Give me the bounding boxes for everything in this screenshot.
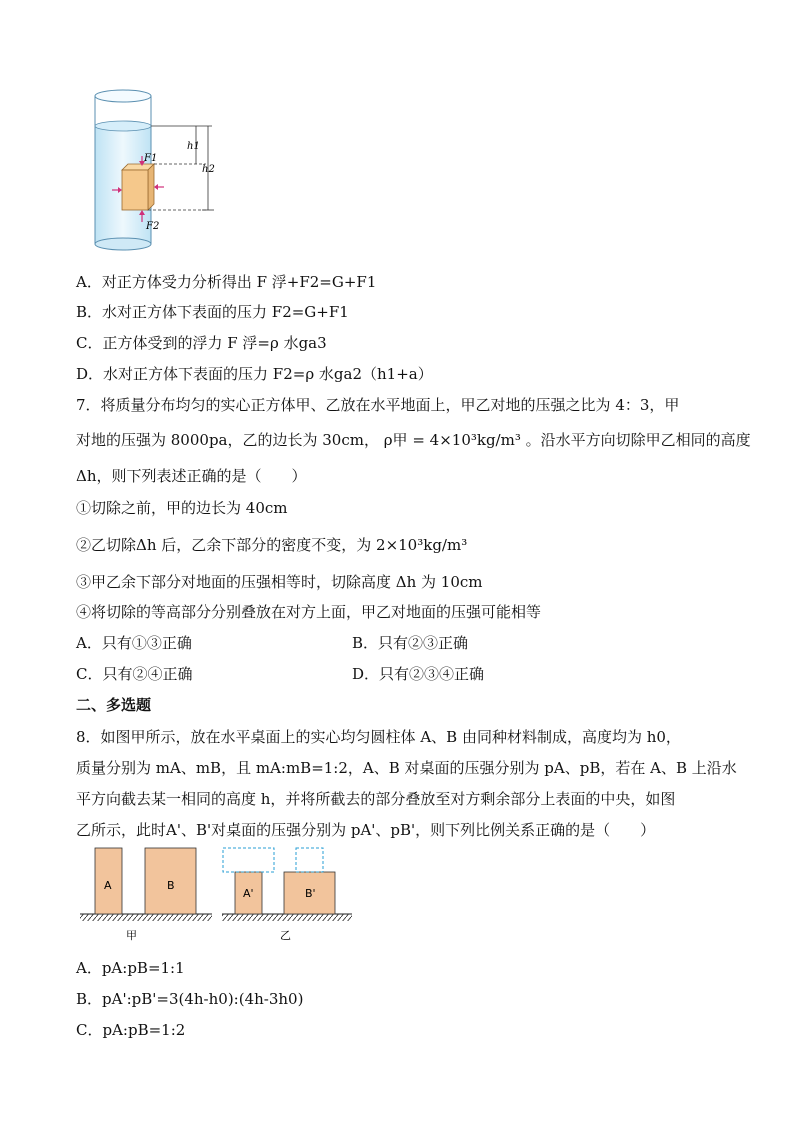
q7-stem-line2: 对地的压强为 8000pa，乙的边长为 30cm， ρ甲 = 4×10³kg/m³ 。沿水平方向切除甲乙相同的高度: [76, 431, 751, 449]
q8-option-a: A．pA:pB=1:1: [76, 959, 185, 977]
block-a-prime-label: A': [243, 887, 254, 900]
q7-statement-3: ③甲乙余下部分对地面的压强相等时，切除高度 Δh 为 10cm: [76, 573, 483, 591]
q8-stem-line2: 质量分别为 mA、mB，且 mA:mB=1:2，A、B 对桌面的压强分别为 pA、pB，若在 A、B 上沿水: [76, 759, 737, 777]
q8-stem-line3: 平方向截去某一相同的高度 h，并将所截去的部分叠放至对方剩余部分上表面的中央，如图: [76, 790, 676, 808]
section-title-multiple-choice: 二、多选题: [76, 696, 152, 714]
q8-stem-line4: 乙所示，此时A'、B'对桌面的压强分别为 pA'、pB'，则下列比例关系正确的是（ ）: [76, 821, 656, 839]
q7-statement-4: ④将切除的等高部分分别叠放在对方上面，甲乙对地面的压强可能相等: [76, 603, 542, 621]
f1-label: F1: [144, 153, 158, 164]
q6-option-d: D．水对正方体下表面的压力 F2=ρ 水ga2（h1+a）: [76, 365, 433, 383]
q7-option-a: A．只有①③正确: [76, 634, 192, 652]
f2-label: F2: [146, 221, 160, 232]
q7-option-d: D．只有②③④正确: [352, 665, 485, 683]
q8-option-c: C．pA:pB=1:2: [76, 1021, 186, 1039]
block-b-prime-label: B': [305, 887, 316, 900]
cylinders-ab-figure: [76, 845, 366, 945]
h2-label: h2: [202, 164, 215, 175]
q7-statement-2: ②乙切除Δh 后，乙余下部分的密度不变，为 2×10³kg/m³: [76, 536, 468, 554]
figure-jia-caption: 甲: [126, 929, 137, 942]
q7-option-b: B．只有②③正确: [352, 634, 469, 652]
q7-option-c: C．只有②④正确: [76, 665, 193, 683]
q6-option-a: A．对正方体受力分析得出 F 浮+F2=G+F1: [76, 273, 377, 291]
q8-stem-line1: 8．如图甲所示，放在水平桌面上的实心均匀圆柱体 A、B 由同种材料制成，高度均为 h0，: [76, 728, 681, 746]
q7-statement-1: ①切除之前，甲的边长为 40cm: [76, 499, 288, 517]
q7-stem-line3: Δh，则下列表述正确的是（ ）: [76, 467, 307, 485]
q7-stem-line1: 7．将质量分布均匀的实心正方体甲、乙放在水平地面上，甲乙对地的压强之比为 4：3，甲: [76, 396, 680, 414]
q6-option-b: B．水对正方体下表面的压力 F2=G+F1: [76, 303, 349, 321]
cylinder-cube-figure: [92, 86, 232, 256]
q6-option-c: C．正方体受到的浮力 F 浮=ρ 水ga3: [76, 334, 327, 352]
h1-label: h1: [187, 141, 200, 152]
block-a-label: A: [104, 879, 112, 892]
figure-yi-caption: 乙: [280, 929, 291, 942]
block-b-label: B: [167, 879, 175, 892]
q8-option-b: B．pA':pB'=3(4h-h0):(4h-3h0): [76, 990, 304, 1008]
